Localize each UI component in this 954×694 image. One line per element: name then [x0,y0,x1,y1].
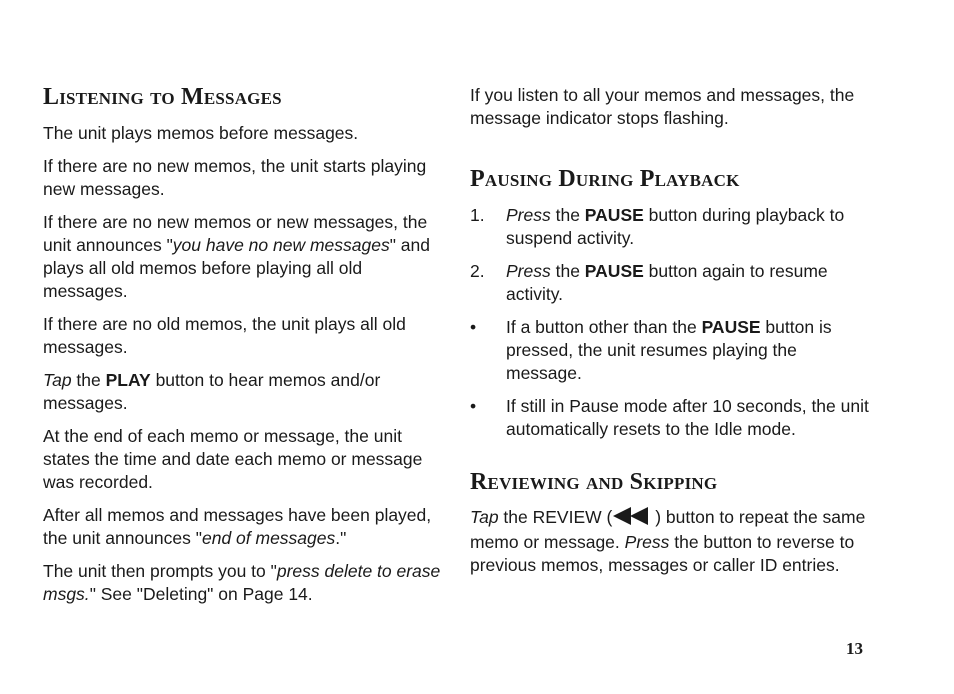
pause-button-label: PAUSE [584,204,644,225]
section-heading-reviewing: Reviewing and Skipping [470,468,718,495]
list-item [470,316,872,385]
step-number: 1. [470,204,485,225]
section-heading-listening: Listening to Messages [43,84,282,110]
bullet-icon: • [470,316,477,337]
pause-button-label: PAUSE [701,316,761,337]
text-run: button again to resume activity. [506,260,828,304]
announcement-text: end of messages [201,527,336,548]
paragraph-prompts-delete [43,560,443,606]
text-run: the [550,204,585,225]
pause-steps-list [470,204,872,306]
paragraph-no-old-memos: If there are no old memos, the unit plays all old messages. [43,313,406,357]
text-run: ) button to repeat the same memo or message. [470,507,866,553]
paragraph-memos-before-messages: The unit plays memos before messages. [43,122,359,143]
text-run: " and plays all old memos before playing all old messages. [43,234,431,301]
left-column [43,84,443,616]
paragraph-tap-play [43,369,443,415]
text-run: the [71,369,106,390]
paragraph-end-of-memo: At the end of each memo or message, the unit states the time and date each memo or message was recorded. [43,425,423,492]
right-column [470,84,872,587]
pause-notes-list [470,316,872,441]
action-word: Tap [470,507,499,528]
action-word: Tap [43,369,72,390]
announcement-text: you have no new messages [172,234,390,255]
text-run: If still in Pause mode after 10 seconds, the unit automatically resets to the Idle mode. [506,395,869,439]
list-item [470,260,872,306]
prompt-text: press delete to erase msgs. [43,560,441,604]
text-run: If a button other than the [506,316,702,337]
action-word: Press [506,204,551,225]
rewind-icon [613,507,649,531]
text-run: ." [335,527,347,548]
text-run: If there are no new memos or new messages, the unit announces " [43,211,428,255]
text-run: button to hear memos and/or messages. [43,369,381,413]
paragraph-indicator-stops: If you listen to all your memos and messages, the message indicator stops flashing. [470,85,855,128]
text-run: button during playback to suspend activity. [506,204,845,248]
page-number: 13 [846,639,863,658]
section-heading-pausing: Pausing During Playback [470,166,740,192]
text-run: button is pressed, the unit resumes playing the message. [506,316,832,383]
action-word: Press [624,532,670,553]
paragraph-after-all-played [43,504,443,550]
text-run: the [550,260,585,281]
paragraph-review [470,506,872,577]
text-run: The unit then prompts you to " [43,560,277,581]
text-run: After all memos and messages have been played, the unit announces " [43,504,432,548]
pause-button-label: PAUSE [584,260,644,281]
bullet-icon: • [470,395,477,416]
action-word: Press [506,260,551,281]
play-button-label: PLAY [105,369,151,390]
text-run: the REVIEW ( [498,507,613,528]
list-item [470,395,872,441]
paragraph-no-new-memos: If there are no new memos, the unit starts playing new messages. [43,155,427,199]
text-run: the button to reverse to previous memos, messages or caller ID entries. [470,532,855,576]
list-item [470,204,872,250]
text-run: " See "Deleting" on Page 14. [89,583,313,604]
step-number: 2. [470,260,485,281]
paragraph-no-new-messages [43,211,443,303]
